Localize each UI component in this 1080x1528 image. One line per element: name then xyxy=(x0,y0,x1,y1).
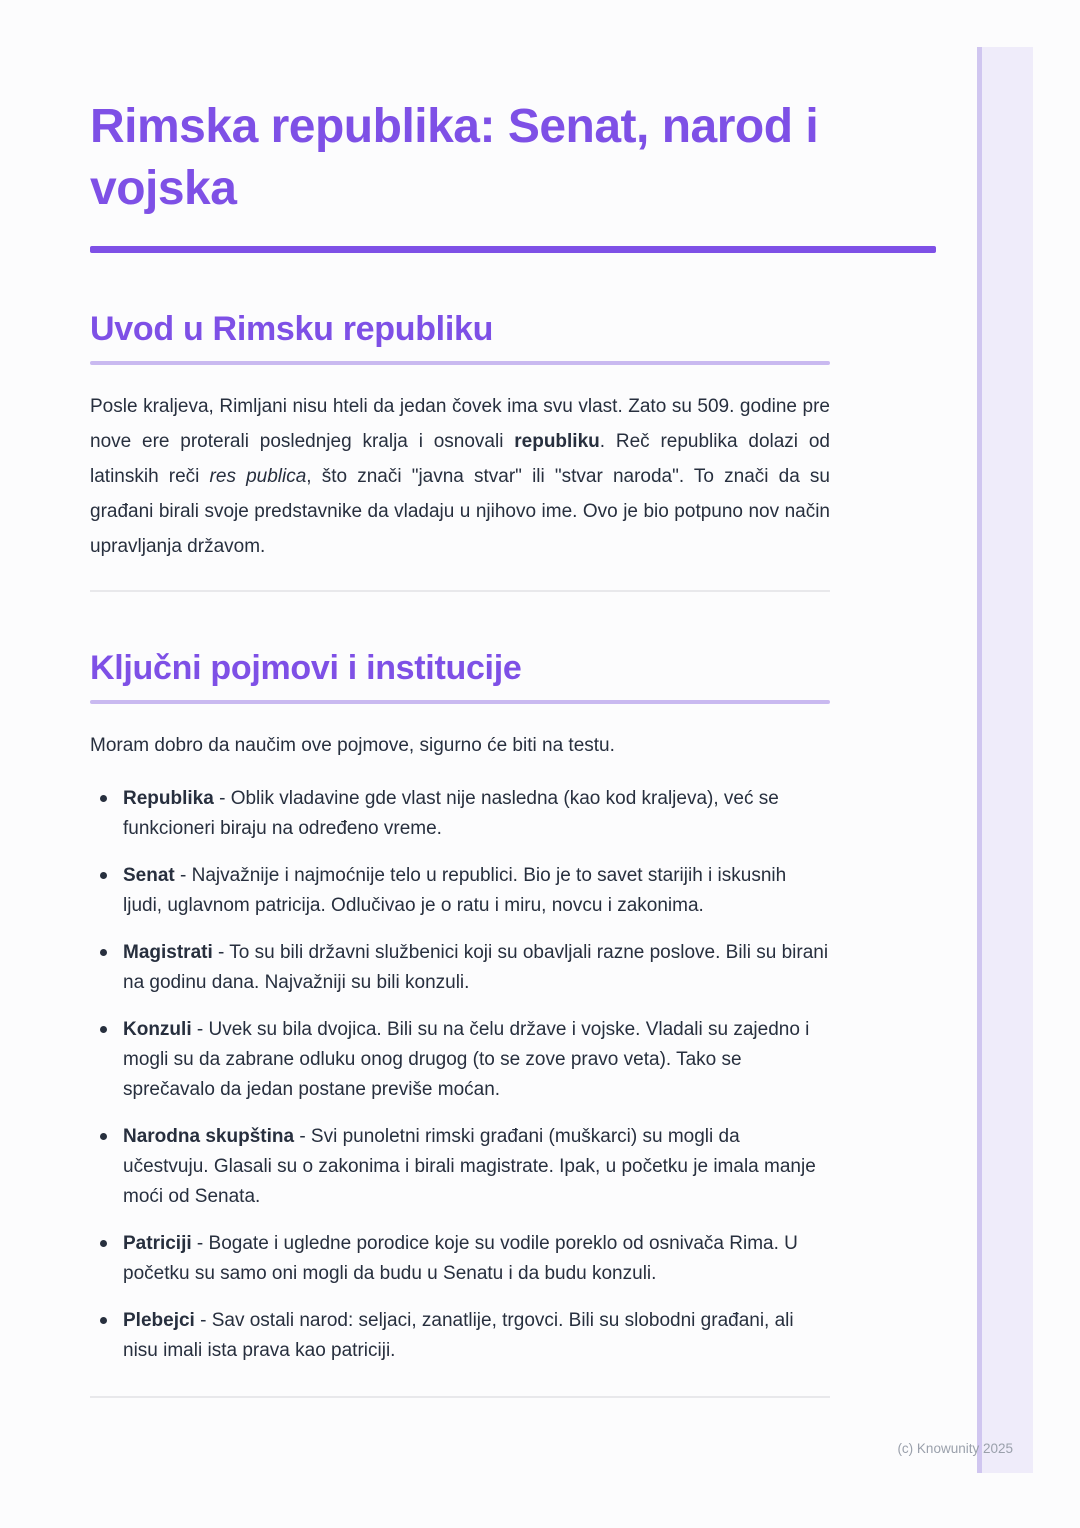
term-list-item: Patriciji - Bogate i ugledne porodice koje su vodile poreklo od osnivača Rima. U početku su samo oni mogli da budu u Senatu i da budu konzuli. xyxy=(90,1229,830,1289)
term-label: Patriciji xyxy=(123,1233,192,1254)
right-accent-rail xyxy=(977,47,1033,1473)
section-divider xyxy=(90,590,830,592)
copyright-note: (c) Knowunity 2025 xyxy=(897,1441,1013,1456)
intro-section-heading: Uvod u Rimsku republiku xyxy=(90,310,494,348)
term-list-item: Narodna skupština - Svi punoletni rimski građani (muškarci) su mogli da učestvuju. Glasali su o zakonima i birali magistrate. Ipak, u početku je imala manje moći od Senata. xyxy=(90,1122,830,1212)
term-list-item: Konzuli - Uvek su bila dvojica. Bili su na čelu države i vojske. Vladali su zajedno i mogli su da zabrane odluku onog drugog (to se zove pravo veta). Tako se sprečavalo da jedan postane previše moćan. xyxy=(90,1015,830,1105)
section-intro xyxy=(90,307,830,592)
term-label: Konzuli xyxy=(123,1019,192,1040)
key-terms-note: Moram dobro da naučim ove pojmove, sigurno će biti na testu. xyxy=(90,735,615,756)
bottom-divider xyxy=(90,1396,830,1398)
intro-paragraph-segment: Posle kraljeva, Rimljani nisu hteli da jedan čovek ima svu vlast. Zato su 509. godine pre nove ere proterali poslednjeg kralja i osnovali xyxy=(90,396,830,452)
key-terms-section-heading: Ključni pojmovi i institucije xyxy=(90,649,522,687)
intro-paragraph-segment: , što znači "javna stvar" ili "stvar naroda". To znači da su građani birali svoje predstavnike da vladaju u njihovo ime. Ovo je bio potpuno nov način upravljanja državom. xyxy=(90,466,830,557)
document-page xyxy=(90,0,936,1398)
term-label: Republika xyxy=(123,788,214,809)
term-label: Magistrati xyxy=(123,942,213,963)
term-list-item: Magistrati - To su bili državni službenici koji su obavljali razne poslove. Bili su birani na godinu dana. Najvažniji su bili konzuli. xyxy=(90,938,830,998)
intro-paragraph-segment: res publica xyxy=(209,466,307,487)
intro-paragraph xyxy=(90,389,830,564)
intro-paragraph-segment: republiku xyxy=(514,431,600,452)
term-label: Narodna skupština xyxy=(123,1126,295,1147)
page-title: Rimska republika: Senat, narod i vojska xyxy=(90,100,819,215)
intro-paragraph-segment: . Reč republika dolazi od latinskih reči xyxy=(90,431,830,487)
key-terms-heading-rule xyxy=(90,700,830,704)
term-label: Senat xyxy=(123,865,175,886)
intro-heading-rule xyxy=(90,361,830,365)
title-underline-rule xyxy=(90,246,936,253)
term-list xyxy=(90,784,830,1366)
term-label: Plebejci xyxy=(123,1310,195,1331)
section-key-terms xyxy=(90,646,830,1398)
term-list-item: Republika - Oblik vladavine gde vlast nije nasledna (kao kod kraljeva), već se funkcioneri biraju na određeno vreme. xyxy=(90,784,830,844)
term-list-item: Senat - Najvažnije i najmoćnije telo u republici. Bio je to savet starijih i iskusnih ljudi, uglavnom patricija. Odlučivao je o ratu i miru, novcu i zakonima. xyxy=(90,861,830,921)
term-list-item: Plebejci - Sav ostali narod: seljaci, zanatlije, trgovci. Bili su slobodni građani, ali nisu imali ista prava kao patriciji. xyxy=(90,1306,830,1366)
